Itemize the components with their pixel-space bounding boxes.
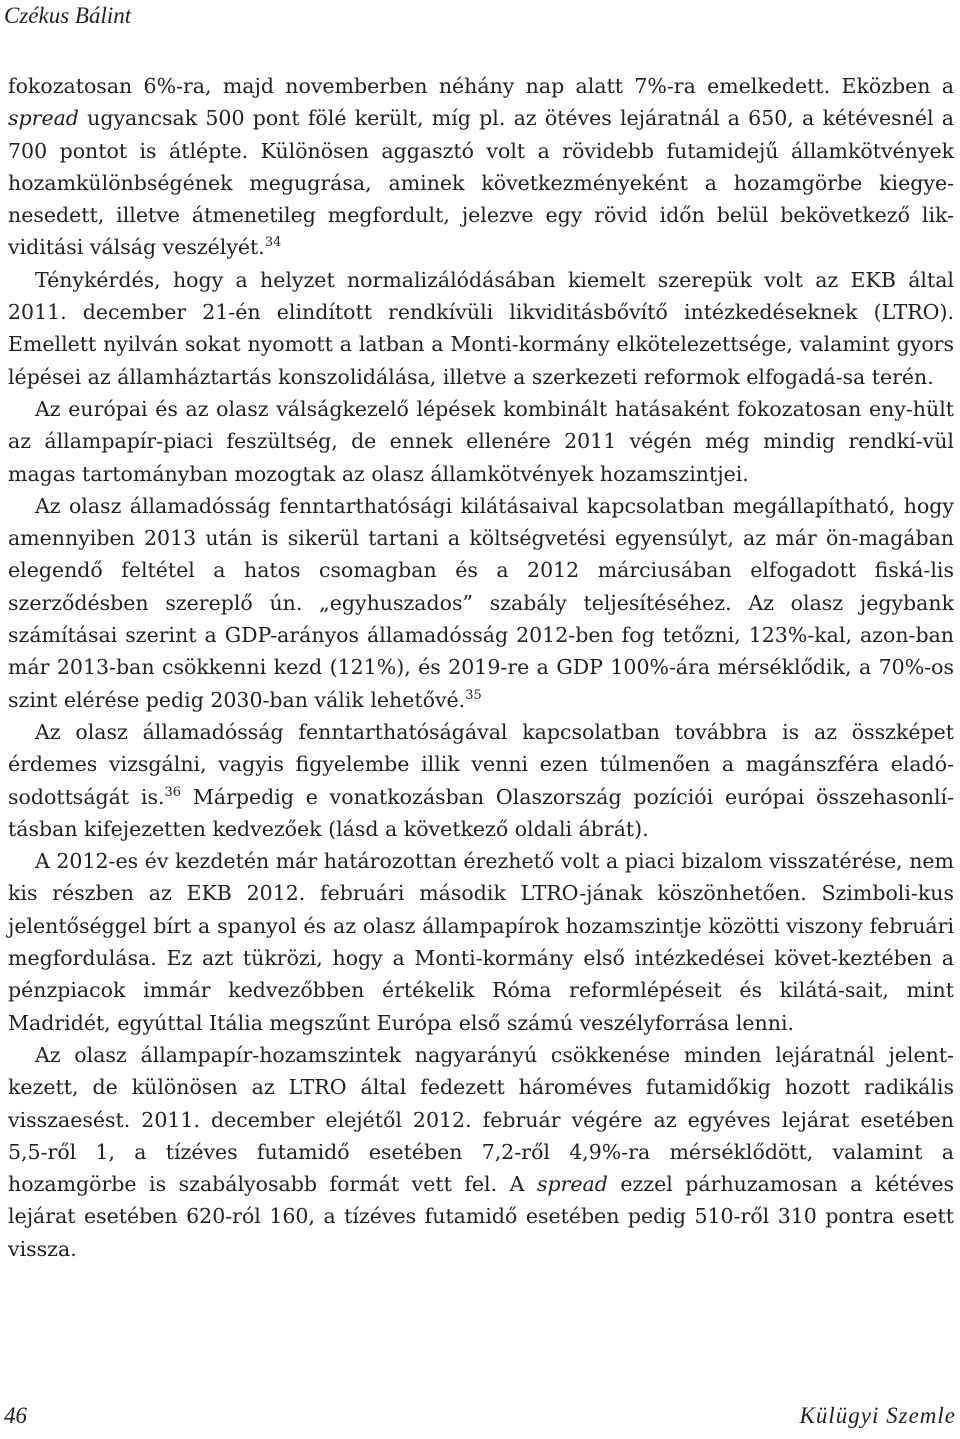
- paragraph-2: Ténykérdés, hogy a helyzet normalizálódásában kiemelt szerepük volt az EKB által 2011. december 21-én elindított rendkívüli likviditásbővítő intézkedéseknek (LTRO). Emellett nyilván sokat nyomott a latban a Monti-kormány elkötelezettsége, valamint gyors lépései az államháztartás konszolidálása, illetve a szerkezeti reformok elfogadá-sa terén.: [8, 267, 954, 389]
- paragraph-1-text-a: fokozatosan 6%-ra, majd novemberben néhány nap alatt 7%-ra emelkedett. Eközben a: [8, 74, 954, 98]
- paragraph-4: [8, 490, 954, 716]
- article-body: [8, 70, 954, 1265]
- paragraph-7-text-a: Az olasz állampapír-hozamszintek nagyarányú csökkenése minden lejáratnál jelent-kezett, de különösen az LTRO által fedezett hároméves futamidőkig hozott radikális visszaesést. 2011. december elejétől 2012. február végére az egyéves lejárat esetében 5,5-ről 1, a tízéves futamidő esetében 7,2-ről 4,9%-ra mérséklődött, valamint a hozamgörbe is szabályosabb formát vett fel. A: [8, 1042, 954, 1197]
- paragraph-5-text-a: Az olasz államadósság fenntarthatóságával kapcsolatban továbbra is az összképet érdemes vizsgálni, vagyis figyelembe illik venni ezen túlmenően a magánszféra eladó-sodottságát is.: [8, 719, 954, 809]
- paragraph-7-italic-term: spread: [536, 1172, 608, 1197]
- journal-name: Külügyi Szemle: [799, 1403, 956, 1428]
- paragraph-7: [8, 1039, 954, 1265]
- paragraph-1-italic-term: spread: [8, 106, 79, 131]
- footnote-ref-35[interactable]: 35: [465, 687, 482, 703]
- paragraph-1: [8, 70, 954, 264]
- paragraph-3: Az európai és az olasz válságkezelő lépések kombinált hatásaként fokozatosan eny-hült az állampapír-piaci feszültség, de ennek ellenére 2011 végén még mindig rendkí-vül magas tartományban mozogtak az olasz államkötvények hozamszintjei.: [8, 396, 954, 486]
- footnote-ref-36[interactable]: 36: [164, 784, 182, 800]
- paragraph-5: [8, 716, 954, 845]
- footnote-ref-34[interactable]: 34: [264, 235, 282, 251]
- page-number: 46: [4, 1403, 27, 1428]
- paragraph-6: A 2012-es év kezdetén már határozottan érezhető volt a piaci bizalom visszatérése, nem kis részben az EKB 2012. februári második LTRO-jának köszönhetően. Szimboli-kus jelentőséggel bírt a spanyol és az olasz állampapírok hozamszintje közötti viszony februári megfordulása. Ez azt tükrözi, hogy a Monti-kormány első intézkedései követ-keztében a pénzpiacok immár kedvezőbben értékelik Róma reformlépéseit és kilátá-sait, mint Madridét, egyúttal Itália megszűnt Európa első számú veszélyforrása lenni.: [8, 849, 954, 1035]
- paragraph-1-text-b: ugyancsak 500 pont fölé került, míg pl. az ötéves lejáratnál a 650, a kétévesnél a 700 pontot is átlépte. Különösen aggasztó volt a rövidebb futamidejű államkötvények hozamkülönbségének megugrása, aminek következményeként a hozamgörbe kiegye-nesedett, illetve átmenetileg megfordult, jelezve egy rövid időn belül bekövetkező lik-viditási válság veszélyét.: [8, 106, 954, 260]
- paragraph-5-text-b: Márpedig e vonatkozásban Olaszország pozíciói európai összehasonlí-tásban kifejezetten kedvezőek (lásd a következő oldali ábrát).: [8, 784, 954, 841]
- running-head-author: Czékus Bálint: [4, 3, 132, 28]
- paragraph-4-text: Az olasz államadósság fenntarthatósági kilátásaival kapcsolatban megállapítható, hogy amennyiben 2013 után is sikerül tartani a költségvetési egyensúlyt, az már ön-magában elegendő feltétel a hatos csomagban és a 2012 márciusában elfogadott fiská-lis szerződésben szereplő ún. „egyhuszados” szabály teljesítéséhez. Az olasz jegybank számításai szerint a GDP-arányos államadósság 2012-ben fog tetőzni, 123%-kal, azon-ban már 2013-ban csökkenni kezd (121%), és 2019-re a GDP 100%-ára mérséklődik, a 70%-os szint elérése pedig 2030-ban válik lehetővé.: [8, 493, 954, 712]
- paragraph-7-text-b: ezzel párhuzamosan a kétéves lejárat esetében 620-ról 160, a tízéves futamidő esetében pedig 510-ről 310 pontra esett vissza.: [8, 1172, 954, 1261]
